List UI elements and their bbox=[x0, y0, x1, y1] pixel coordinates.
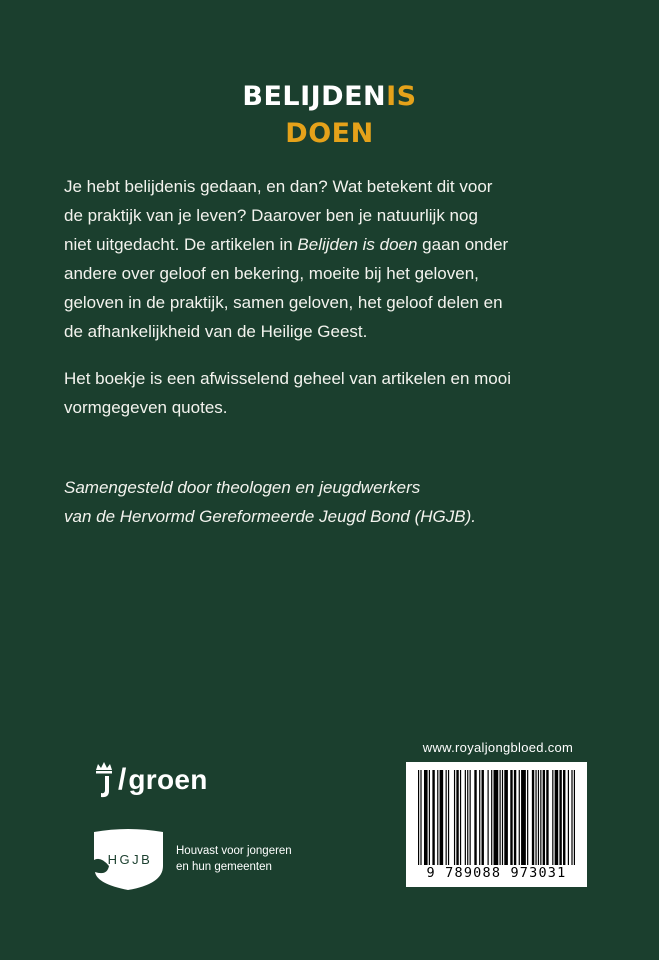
desc-line-3b: gaan onder bbox=[417, 235, 509, 254]
barcode-bar bbox=[504, 770, 508, 865]
barcode-bar bbox=[460, 770, 461, 865]
barcode-bar bbox=[535, 770, 536, 865]
barcode-bar bbox=[437, 770, 438, 865]
desc-line-6: de afhankelijkheid van de Heilige Geest. bbox=[64, 322, 368, 341]
desc-line-4: andere over geloof en bekering, moeite bij het geloven, bbox=[64, 264, 479, 283]
barcode-bar bbox=[510, 770, 512, 865]
desc-line-2: de praktijk van je leven? Daarover ben je natuurlijk nog bbox=[64, 206, 478, 225]
barcode-bar bbox=[546, 770, 548, 865]
crown-j-icon bbox=[92, 761, 116, 799]
barcode-bar bbox=[440, 770, 444, 865]
hgjb-badge-icon bbox=[91, 826, 166, 892]
barcode-bar bbox=[555, 770, 559, 865]
book-title bbox=[0, 78, 659, 152]
barcode-bar bbox=[456, 770, 458, 865]
barcode-bar bbox=[479, 770, 480, 865]
credits-paragraph bbox=[64, 473, 604, 531]
title-word-belijden: BELIJDEN bbox=[242, 81, 387, 112]
barcode-bar bbox=[424, 770, 428, 865]
hgjb-tagline-line-1: Houvast voor jongeren bbox=[176, 845, 292, 857]
barcode-bar bbox=[454, 770, 455, 865]
barcode-bar bbox=[514, 770, 516, 865]
barcode-bars bbox=[418, 770, 575, 865]
hgjb-badge-text: HGJB bbox=[107, 852, 153, 867]
barcode-bar bbox=[571, 770, 572, 865]
barcode-bar bbox=[418, 770, 419, 865]
hgjb-logo bbox=[91, 826, 292, 892]
desc-line-3a: niet uitgedacht. De artikelen in bbox=[64, 235, 298, 254]
website-url: www.royaljongbloed.com bbox=[422, 740, 574, 755]
summary-line-2: vormgegeven quotes. bbox=[64, 398, 228, 417]
barcode-bar bbox=[446, 770, 447, 865]
barcode-bar bbox=[467, 770, 468, 865]
barcode-bar bbox=[519, 770, 520, 865]
title-word-is: IS bbox=[386, 81, 417, 112]
barcode-bar bbox=[552, 770, 553, 865]
description-paragraph bbox=[64, 172, 604, 346]
isbn-number: 9 789088 973031 bbox=[426, 865, 567, 881]
barcode-bar bbox=[543, 770, 545, 865]
title-line-1 bbox=[0, 78, 659, 115]
book-title-inline: Belijden is doen bbox=[297, 235, 418, 254]
barcode-bar bbox=[494, 770, 499, 865]
barcode-bar bbox=[491, 770, 492, 865]
barcode-bar bbox=[521, 770, 526, 865]
barcode-bar bbox=[563, 770, 565, 865]
barcode-bar bbox=[538, 770, 539, 865]
publisher-slash: / bbox=[118, 763, 127, 796]
barcode bbox=[406, 762, 587, 887]
barcode-bar bbox=[540, 770, 541, 865]
title-word-doen: DOEN bbox=[285, 118, 374, 149]
barcode-bar bbox=[474, 770, 476, 865]
barcode-bar bbox=[568, 770, 569, 865]
desc-line-5: geloven in de praktijk, samen geloven, het geloof delen en bbox=[64, 293, 503, 312]
credits-line-2: van de Hervormd Gereformeerde Jeugd Bond (HGJB). bbox=[64, 507, 476, 526]
summary-paragraph bbox=[64, 364, 604, 422]
summary-line-1: Het boekje is een afwisselend geheel van artikelen en mooi bbox=[64, 369, 511, 388]
barcode-bar bbox=[500, 770, 501, 865]
barcode-bar bbox=[465, 770, 466, 865]
barcode-bar bbox=[470, 770, 471, 865]
barcode-bar bbox=[574, 770, 575, 865]
barcode-bar bbox=[482, 770, 484, 865]
desc-line-1: Je hebt belijdenis gedaan, en dan? Wat betekent dit voor bbox=[64, 177, 493, 196]
barcode-bar bbox=[488, 770, 489, 865]
barcode-bar bbox=[527, 770, 528, 865]
barcode-bar bbox=[559, 770, 561, 865]
barcode-bar bbox=[420, 770, 421, 865]
barcode-bar bbox=[448, 770, 449, 865]
barcode-bar bbox=[432, 770, 434, 865]
barcode-bar bbox=[429, 770, 430, 865]
credits-line-1: Samengesteld door theologen en jeugdwerkers bbox=[64, 478, 421, 497]
barcode-bar bbox=[532, 770, 534, 865]
publisher-logo bbox=[92, 760, 208, 800]
publisher-name: groen bbox=[128, 764, 208, 795]
barcode-bar bbox=[502, 770, 503, 865]
hgjb-tagline bbox=[176, 843, 292, 875]
hgjb-tagline-line-2: en hun gemeenten bbox=[176, 861, 272, 873]
